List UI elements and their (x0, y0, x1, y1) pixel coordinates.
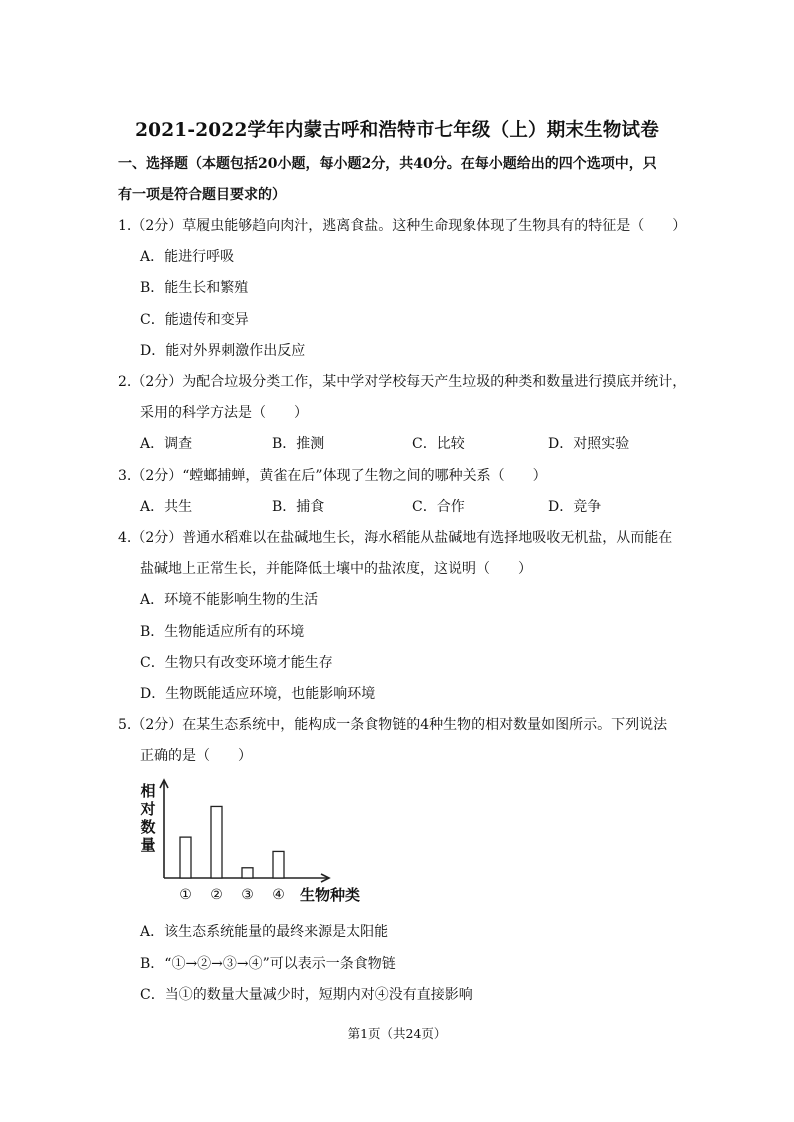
question-1-option-b: B．能生长和繁殖 (140, 280, 249, 296)
question-3-stem: 3.（2分）“螳螂捕蝉，黄雀在后”体现了生物之间的哪种关系（ ） (118, 468, 547, 484)
page-title: 2021-2022学年内蒙古呼和浩特市七年级（上）期末生物试卷 (135, 120, 659, 141)
question-2-option-d: D．对照实验 (548, 436, 630, 452)
question-5-stem-line-1: 5.（2分）在某生态系统中，能构成一条食物链的4种生物的相对数量如图所示。下列说法 (118, 717, 668, 733)
question-1-option-a: A．能进行呼吸 (140, 249, 235, 265)
question-3-option-d: D．竞争 (548, 499, 602, 515)
category-label-1: ① (179, 887, 192, 903)
question-4-option-c: C．生物只有改变环境才能生存 (140, 655, 333, 671)
question-2-stem-line-2: 采用的科学方法是（ ） (140, 405, 308, 421)
section-heading-line-2: 有一项是符合题目要求的） (118, 187, 286, 203)
category-label-2: ② (210, 887, 223, 903)
question-2-option-b: B．推测 (272, 436, 325, 452)
question-4-option-a: A．环境不能影响生物的生活 (140, 592, 319, 608)
question-3-option-c: C．合作 (412, 499, 465, 515)
question-2-stem-line-1: 2.（2分）为配合垃圾分类工作，某中学对学校每天产生垃圾的种类和数量进行摸底并统计， (118, 374, 687, 390)
question-4-stem-line-2: 盐碱地上正常生长，并能降低土壤中的盐浓度，这说明（ ） (140, 561, 532, 577)
category-label-3: ③ (241, 887, 254, 903)
question-1-stem: 1.（2分）草履虫能够趋向肉汁，逃离食盐。这种生命现象体现了生物具有的特征是（ ） (118, 218, 687, 234)
section-heading-line-1: 一、选择题（本题包括20小题，每小题2分，共40分。在每小题给出的四个选项中，只 (118, 156, 657, 172)
page-footer: 第1页（共24页） (347, 1026, 447, 1041)
x-axis-label: 生物种类 (300, 886, 361, 904)
question-5-option-b: B．“①→②→③→④”可以表示一条食物链 (140, 956, 396, 972)
bar-2 (211, 806, 222, 878)
question-2-option-c: C．比较 (412, 436, 465, 452)
question-3-option-b: B．捕食 (272, 499, 325, 515)
y-axis-label-char: 量 (140, 836, 156, 854)
question-5-option-c: C．当①的数量大量减少时，短期内对④没有直接影响 (140, 987, 473, 1003)
bar-3 (242, 868, 253, 878)
question-2-option-a: A．调查 (140, 436, 193, 452)
question-5-option-a: A．该生态系统能量的最终来源是太阳能 (140, 924, 389, 940)
question-5-stem-line-2: 正确的是（ ） (140, 748, 252, 764)
question-3-option-a: A．共生 (140, 499, 193, 515)
category-label-4: ④ (272, 887, 285, 903)
relative-quantity-bar-chart (138, 778, 378, 910)
y-axis-label-char: 数 (140, 818, 156, 836)
bar-1 (180, 837, 191, 878)
bar-4 (273, 851, 284, 878)
question-4-stem-line-1: 4.（2分）普通水稻难以在盐碱地生长，海水稻能从盐碱地有选择地吸收无机盐，从而能在 (118, 530, 673, 546)
question-1-option-d: D．能对外界刺激作出反应 (140, 343, 306, 359)
question-4-option-d: D．生物既能适应环境，也能影响环境 (140, 686, 376, 702)
question-1-option-c: C．能遗传和变异 (140, 312, 249, 328)
y-axis-label-char: 相 (140, 782, 156, 800)
y-axis-label-char: 对 (140, 800, 156, 818)
question-4-option-b: B．生物能适应所有的环境 (140, 624, 305, 640)
